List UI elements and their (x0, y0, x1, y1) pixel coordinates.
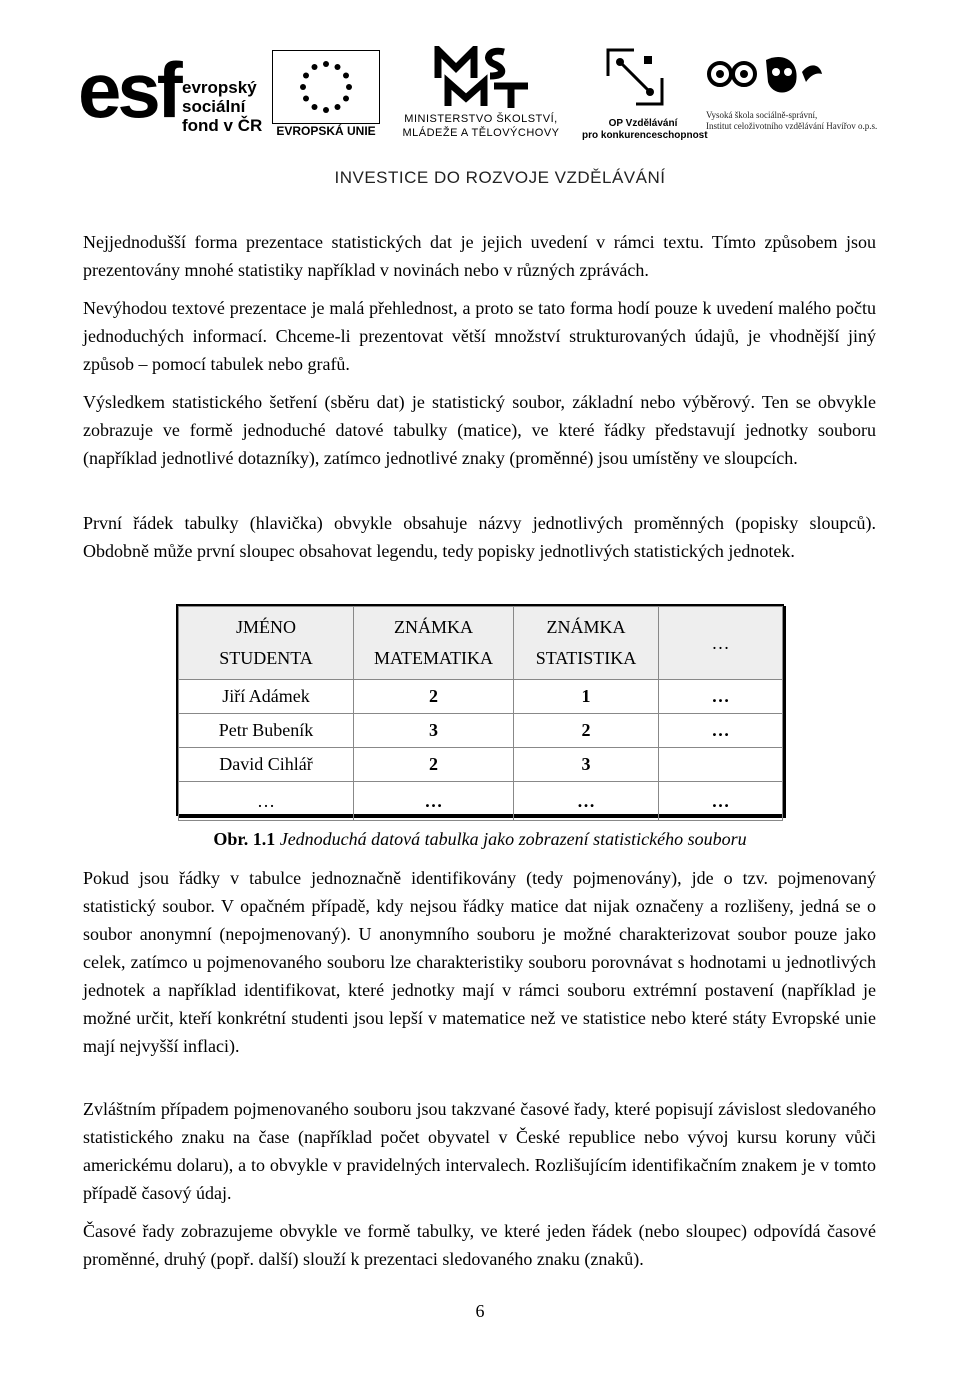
eu-logo-label: EVROPSKÁ UNIE (276, 124, 376, 138)
table-cell: … (179, 782, 354, 821)
esf-logo (78, 48, 268, 140)
owl-emblem-icon (706, 52, 826, 100)
table-cell: … (659, 680, 783, 714)
op-text-line: pro konkurenceschopnost (582, 130, 708, 141)
table-header-cell (514, 607, 659, 680)
msmt-logo (388, 46, 574, 142)
table-cell: … (659, 782, 783, 821)
paragraph: První řádek tabulky (hlavička) obvykle obsahuje názvy jednotlivých proměnných (popisky sloupců). Obdobně může první sloupec obsahovat legendu, tedy popisky jednotlivých statistických jednotek. (83, 513, 876, 561)
paragraph: Nevýhodou textové prezentace je malá přehlednost, a proto se tato forma hodí pouze k uvedení malého počtu jednoduchých informací. Chceme-li prezentovat větší množství strukturovaných údajů, je vhodnější jiný způsob – pomocí tabulek nebo grafů. (83, 298, 876, 374)
investment-slogan: INVESTICE DO ROZVOJE VZDĚLÁVÁNÍ (334, 168, 666, 187)
table-row (179, 714, 783, 748)
esf-text-line: evropský (182, 78, 257, 97)
table-cell: … (659, 714, 783, 748)
table-cell: 2 (354, 680, 514, 714)
table-cell: 3 (514, 748, 659, 782)
table-row (179, 748, 783, 782)
msmt-text-line: MINISTERSTVO ŠKOLSTVÍ, (404, 113, 558, 125)
paragraph: Nejjednodušší forma prezentace statistických dat je jejich uvedení v rámci textu. Tímto způsobem jsou prezentovány mnohé statistiky například v novinách nebo v různých zprávách. (83, 232, 876, 280)
eu-flag-icon (272, 50, 380, 124)
esf-text-line: fond v ČR (182, 116, 263, 135)
header-line: ZNÁMKA (546, 617, 626, 637)
op-logo (582, 46, 708, 142)
table-cell: … (514, 782, 659, 821)
table-row (179, 782, 783, 821)
header-line: JMÉNO (235, 617, 296, 637)
table-cell: 1 (514, 680, 659, 714)
vs-text-line: Institut celoživotního vzdělávání Havířov o.p.s. (706, 121, 878, 131)
header-line: MATEMATIKA (374, 648, 493, 668)
table-cell: Petr Bubeník (179, 714, 354, 748)
table-header-cell (354, 607, 514, 680)
table-cell: 3 (354, 714, 514, 748)
paragraph: Pokud jsou řádky v tabulce jednoznačně identifikovány (tedy pojmenovány), jde o tzv. pojmenovaný statistický soubor. V opačném případě, kdy nejsou řádky matice dat nijak označeny a rozlišeny, jedná se o soubor anonymní (nepojmenovaný). U anonymního souboru je možné charakterizovat soubor pouze jako celek, zatímco u pojmenovaného souboru lze charakteristiky souboru porovnávat s hodnotami u jednotlivých jednotek a například identifikovat, které jednotky mají v rámci souboru extrémní postavení (například je možné určit, kteří konkrétní studenti jsou lepší v matematice než ve statistice nebo které státy Evropské unie mají nejvyšší inflaci). (83, 868, 876, 1056)
op-emblem-icon (604, 46, 666, 108)
eu-logo (272, 50, 380, 140)
esf-text-line: sociální (182, 97, 246, 116)
vs-logo (706, 52, 920, 138)
figure-caption (0, 825, 960, 853)
table-header-cell (179, 607, 354, 680)
paragraph: Výsledkem statistického šetření (sběru dat) je statistický soubor, základní nebo výběrový. Ten se obvykle zobrazuje ve formě jednoduché datové tabulky (matice), ve které řádky představují jednotky souboru (například jednotlivé dotazníky), zatímco jednotlivé znaky (proměnné) jsou umístěny ve sloupcích. (83, 392, 876, 468)
msmt-monogram-icon (432, 46, 532, 110)
paragraph: Zvláštním případem pojmenovaného souboru jsou takzvané časové řady, které popisují závislost sledovaného statistického znaku na čase (například počet obyvatel v České republice nebo vývoj kursu koruny vůči americkému dolaru), a to obvykle v pravidelných intervalech. Rozlišujícím identifikačním znakem je v tomto případě časový údaj. (83, 1099, 876, 1203)
table-cell: Jiří Adámek (179, 680, 354, 714)
vs-text-line: Vysoká škola sociálně-správní, (706, 110, 818, 120)
vs-logo-text (706, 110, 920, 132)
table-cell: 2 (514, 714, 659, 748)
msmt-text-line: MLÁDEŽE A TĚLOVÝCHOVY (402, 127, 560, 139)
header-line: STATISTIKA (535, 648, 637, 668)
header-line: … (711, 632, 730, 653)
table-header-cell (659, 607, 783, 680)
op-logo-text (582, 118, 708, 142)
paragraph: Časové řady zobrazujeme obvykle ve formě tabulky, ve které jeden řádek (nebo sloupec) odpovídá časové proměnné, druhý (popř. další) slouží k prezentaci sledovaného znaku (znaků). (83, 1221, 876, 1269)
table-cell: 2 (354, 748, 514, 782)
data-table (178, 606, 783, 821)
esf-logo-text (182, 78, 262, 135)
msmt-logo-text (388, 112, 574, 140)
caption-label: Obr. 1.1 (213, 829, 276, 849)
table-header-row (179, 607, 783, 680)
table-cell: … (354, 782, 514, 821)
table-row (179, 680, 783, 714)
table-cell: David Cihlář (179, 748, 354, 782)
esf-logo-mark: esf (78, 46, 179, 134)
op-text-line: OP Vzdělávání (608, 118, 678, 129)
table-cell (659, 748, 783, 782)
page-number: 6 (475, 1301, 485, 1321)
logo-header (0, 0, 960, 200)
data-table-figure (176, 604, 784, 816)
caption-text: Jednoduchá datová tabulka jako zobrazení statistického souboru (279, 829, 747, 849)
header-line: STUDENTA (219, 648, 313, 668)
header-line: ZNÁMKA (394, 617, 473, 637)
